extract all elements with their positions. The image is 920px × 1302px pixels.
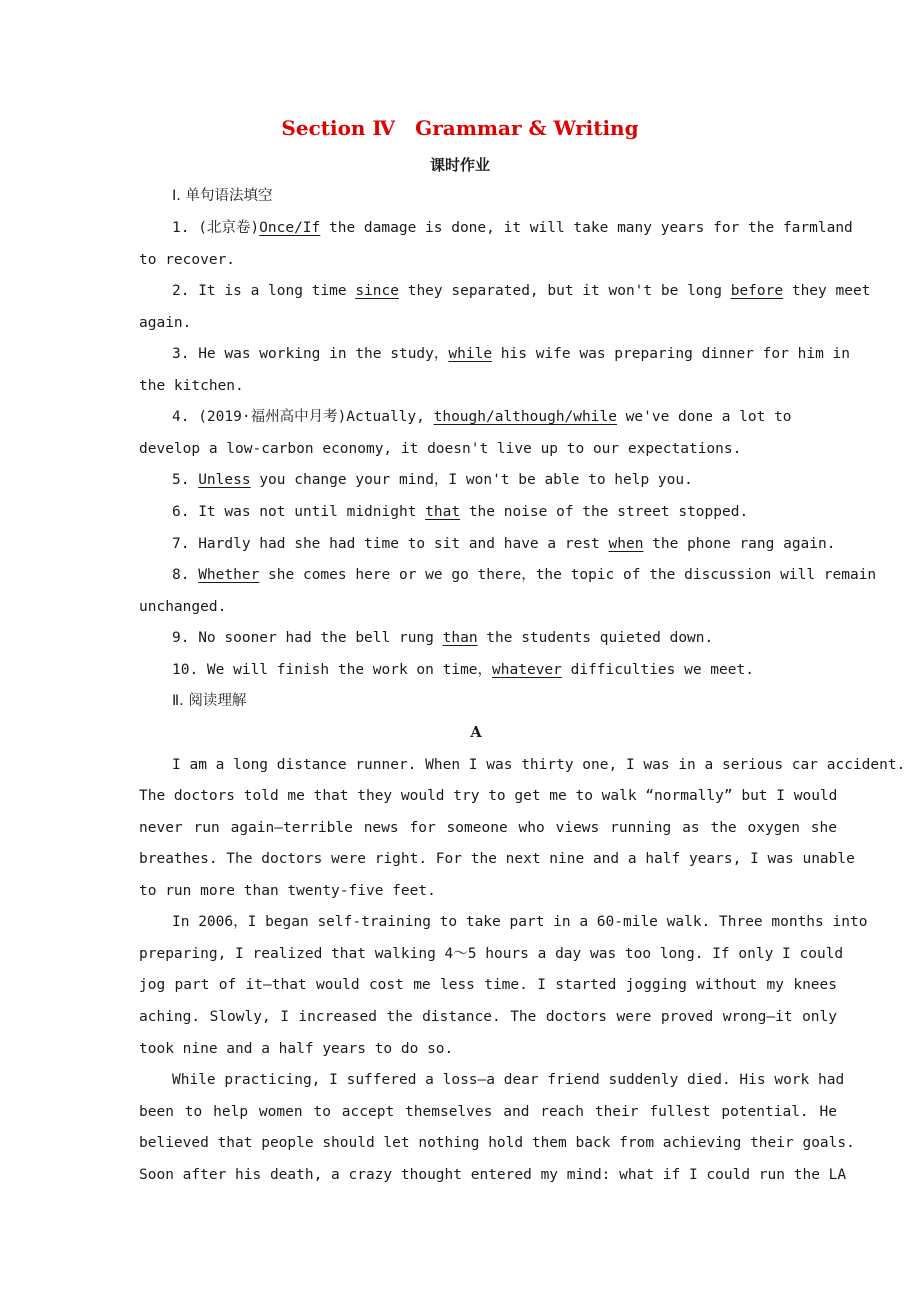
answer-10: whatever	[492, 662, 562, 678]
answer-7: when	[608, 536, 644, 552]
passage-line: been to help women to accept themselves and reach their fullest potential. He	[139, 1104, 837, 1120]
part2-heading: Ⅱ. 阅读理解	[172, 693, 247, 709]
question-3-cont: the kitchen.	[139, 378, 244, 394]
question-4-cont: develop a low-carbon economy, it doesn't live up to our expectations.	[139, 441, 742, 457]
question-2-cont: again.	[139, 315, 192, 331]
question-9: 9. No sooner had the bell rung than the students quieted down.	[172, 630, 714, 646]
question-1: 1. (北京卷)Once/If the damage is done, it will take many years for the farmland	[172, 220, 853, 236]
passage-line: Soon after his death, a crazy thought entered my mind: what if I could run the LA	[139, 1167, 847, 1183]
answer-4: though/although/while	[433, 409, 617, 425]
answer-2a: since	[355, 283, 399, 299]
passage-line: believed that people should let nothing hold them back from achieving their goals.	[139, 1135, 855, 1151]
question-8-cont: unchanged.	[139, 599, 227, 615]
question-7: 7. Hardly had she had time to sit and have a rest when the phone rang again.	[172, 536, 836, 552]
question-6: 6. It was not until midnight that the noise of the street stopped.	[172, 504, 749, 520]
question-5: 5. Unless you change your mind，I won't be able to help you.	[172, 472, 693, 488]
question-10: 10. We will finish the work on time，whatever difficulties we meet.	[172, 662, 754, 678]
homework-subtitle: 课时作业	[429, 156, 490, 174]
section-title: Section Ⅳ Grammar & Writing	[281, 116, 639, 140]
answer-5: Unless	[198, 472, 251, 488]
answer-8: Whether	[198, 567, 260, 583]
passage-line: to run more than twenty-five feet.	[139, 883, 436, 899]
passage-line: While practicing, I suffered a loss—a dear friend suddenly died. His work had	[172, 1072, 845, 1088]
passage-line: preparing, I realized that walking 4～5 hours a day was too long. If only I could	[139, 946, 844, 962]
passage-line: The doctors told me that they would try to get me to walk “normally” but I would	[139, 788, 838, 804]
answer-6: that	[425, 504, 461, 520]
answer-2b: before	[730, 283, 784, 299]
question-8: 8. Whether she comes here or we go there，the topic of the discussion will remain	[172, 567, 877, 583]
question-1-cont: to recover.	[139, 252, 236, 268]
answer-9: than	[442, 630, 478, 646]
passage-line: jog part of it—that would cost me less time. I started jogging without my knees	[139, 977, 837, 993]
passage-line: took nine and a half years to do so.	[139, 1041, 454, 1057]
passage-label: A	[470, 724, 482, 741]
answer-3: while	[448, 346, 493, 362]
passage-line: breathes. The doctors were right. For the next nine and a half years, I was unable	[139, 851, 855, 867]
passage-line: In 2006，I began self-training to take part in a 60-mile walk. Three months into	[172, 914, 868, 930]
question-3: 3. He was working in the study，while his wife was preparing dinner for him in	[172, 346, 850, 362]
answer-1: Once/If	[259, 220, 321, 236]
question-4: 4. (2019·福州高中月考)Actually, though/although/while we've done a lot to	[172, 409, 792, 425]
part1-heading: Ⅰ. 单句语法填空	[172, 188, 273, 204]
passage-line: never run again—terrible news for someone who views running as the oxygen she	[139, 820, 837, 836]
passage-line: aching. Slowly, I increased the distance. The doctors were proved wrong—it only	[139, 1009, 837, 1025]
passage-line: I am a long distance runner. When I was thirty one, I was in a serious car accident.	[172, 757, 906, 773]
question-2: 2. It is a long time since they separated, but it won't be long before they meet	[172, 283, 871, 299]
